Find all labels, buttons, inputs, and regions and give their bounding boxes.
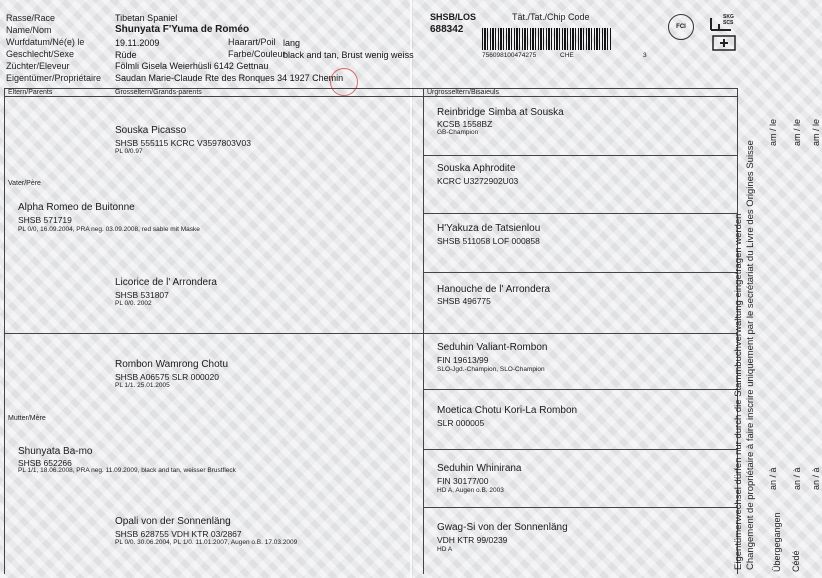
breed-value: Tibetan Spaniel	[115, 13, 178, 23]
great-grandparent-reg: SHSB 511058 LOF 000858	[437, 236, 540, 246]
great-grandparent-name: Moetica Chotu Kori-La Rombon	[437, 405, 578, 416]
great-grandparent-name: Gwag-Si von der Sonnenläng	[437, 522, 568, 533]
great-grandparent-name: Seduhin Whinirana	[437, 463, 522, 474]
date-label-2: am / le	[792, 118, 802, 146]
dam-name: Shunyata Ba-mo	[18, 446, 93, 457]
date-label-1: am / le	[768, 118, 778, 146]
grandparent-name: Opali von der Sonnenläng	[115, 516, 231, 527]
owner-label: Eigentümer/Propriétaire	[6, 73, 102, 83]
great-grandparent-info: HD A, Augen o.B. 2003	[437, 487, 504, 494]
coat-label: Haarart/Poil	[228, 37, 276, 47]
reg-no-value: 688342	[430, 24, 464, 35]
great-grandparent-reg: VDH KTR 99/0239	[437, 535, 508, 545]
chip-country: CHE	[560, 52, 574, 59]
breeder-value: Fölmli Gisela Weierhüsli 6142 Gettnau	[115, 61, 269, 71]
grandparent-reg: SHSB 531807	[115, 290, 169, 300]
sire-info: PL 0/0, 16.09.2004, PRA neg. 03.09.2008, red sable mit Maske	[18, 226, 200, 233]
great-grandparent-info: HD A	[437, 546, 453, 553]
gg-divider-5	[423, 389, 737, 390]
transfer-note-de: Eigentümerwechsel dürfen nur durch die Stammbuchverwaltung eingetragen werden	[733, 213, 744, 570]
grandparent-info: PL 1/1. 25.01.2005	[115, 382, 170, 389]
sire-label: Vater/Père	[8, 180, 41, 187]
great-grandparent-reg: FIN 19613/99	[437, 355, 489, 365]
great-grandparent-name: Reinbridge Simba at Souska	[437, 107, 564, 118]
table-left-border	[4, 88, 5, 574]
great-grandparent-info: GB-Champion	[437, 129, 479, 136]
transfer-label-de: Übergegangen	[772, 512, 782, 572]
great-grandparent-info: SLO-Jgd.-Champion, SLO-Champion	[437, 366, 545, 373]
sire-name: Alpha Romeo de Buitonne	[18, 202, 135, 213]
chip-barcode	[482, 28, 612, 50]
grandparent-name: Licorice de l' Arrondera	[115, 277, 217, 288]
grandparent-info: PL 0/0.97	[115, 148, 143, 155]
breed-label: Rasse/Race	[6, 13, 56, 23]
recipient-label-1: an / à	[768, 467, 778, 490]
recipient-label-3: an / à	[811, 467, 821, 490]
col-header-parents: Eltern/Parents	[8, 89, 53, 96]
skg-logo: SKG SCS	[707, 12, 741, 52]
owner-value: Saudan Marie-Claude Rte des Ronques 34 1927 Chemin	[115, 73, 344, 83]
great-grandparent-name: Souska Aphrodite	[437, 163, 516, 174]
date-label-3: am / le	[811, 118, 821, 146]
great-grandparent-name: Hanouche de l' Arrondera	[437, 284, 551, 295]
breeder-label: Züchter/Eleveur	[6, 61, 70, 71]
gg-divider-6	[423, 449, 737, 450]
grandparent-info: PL 0/0. 2002	[115, 300, 152, 307]
sex-label: Geschlecht/Sexe	[6, 49, 75, 59]
column-header-border	[4, 96, 738, 97]
great-grandparent-reg: SHSB 496775	[437, 296, 491, 306]
col-header-great-grandparents: Urgrosseltern/Bisaieuls	[427, 89, 499, 96]
grandparent-name: Souska Picasso	[115, 125, 187, 136]
reg-no-label: SHSB/LOS	[430, 12, 477, 22]
page-fold	[410, 0, 412, 578]
color-value: black and tan, Brust wenig weiss	[283, 50, 414, 60]
grandparent-reg: SHSB A06575 SLR 000020	[115, 372, 219, 382]
gg-divider-3	[423, 272, 737, 273]
tattoo-label: Tät./Tat./Chip Code	[512, 12, 590, 22]
chip-code: 756098100474275	[482, 52, 537, 59]
col-header-grandparents: Grosseltern/Grands-parents	[115, 89, 202, 96]
gg-divider-2	[423, 213, 737, 214]
great-grandparent-reg: SLR 000005	[437, 418, 485, 428]
transfer-note-fr: Changement de propriétaire à faire inscrire uniquement par le secrétariat du Livre des Origines Suisse	[745, 140, 756, 570]
dam-label: Mutter/Mère	[8, 415, 46, 422]
grandparent-name: Rombon Wamrong Chotu	[115, 359, 229, 370]
fci-logo: FCI	[668, 14, 694, 40]
great-grandparent-name: H'Yakuza de Tatsienlou	[437, 223, 541, 234]
recipient-label-2: an / à	[792, 467, 802, 490]
grandparent-reg: SHSB 555115 KCRC V3597803V03	[115, 138, 251, 148]
parents-divider	[4, 333, 423, 334]
color-label: Farbe/Couleur	[228, 49, 286, 59]
grandparent-info: PL 0/0. 30.06.2004, PL 1/0. 11.01.2007, Augen o.B. 17.03.2009	[115, 539, 298, 546]
great-grandparent-reg: KCSB 1558BZ	[437, 119, 493, 129]
grandparent-reg: SHSB 628755 VDH KTR 03/2867	[115, 529, 242, 539]
dob-label: Wurfdatum/Né(e) le	[6, 37, 85, 47]
column-divider	[423, 88, 424, 574]
gg-divider-4	[423, 333, 737, 334]
dam-reg: SHSB 652266	[18, 458, 72, 468]
transfer-label-fr: Cédé	[791, 550, 801, 572]
dam-info: PL 1/1, 18.06.2008, PRA neg. 11.09.2009, black and tan, weisser Brustfleck	[18, 467, 236, 474]
great-grandparent-reg: KCRC U3272902U03	[437, 176, 519, 186]
great-grandparent-name: Seduhin Valiant-Rombon	[437, 342, 548, 353]
dog-name: Shunyata F'Yuma de Roméo	[115, 24, 250, 35]
name-label: Name/Nom	[6, 25, 52, 35]
gg-divider-1	[423, 155, 737, 156]
red-stamp	[330, 68, 358, 96]
great-grandparent-reg: FIN 30177/00	[437, 476, 489, 486]
coat-value: lang	[283, 38, 301, 48]
sex-value: Rüde	[115, 50, 137, 60]
dob-value: 19.11.2009	[115, 38, 160, 48]
sire-reg: SHSB 571719	[18, 215, 72, 225]
gg-divider-7	[423, 507, 737, 508]
chip-extra: 3	[643, 52, 647, 59]
